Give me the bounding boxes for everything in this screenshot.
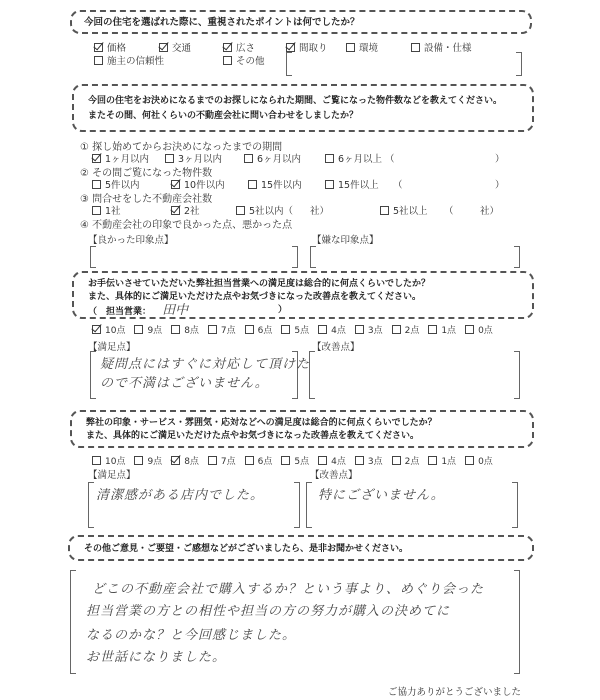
checkbox-icon xyxy=(94,56,103,65)
comment-line-2[interactable]: 担当営業の方との相性や担当の方の努力が購入の決めてに xyxy=(86,604,451,619)
checkbox-checked-icon xyxy=(159,43,168,52)
checkbox-icon xyxy=(428,325,437,334)
satisfied-bracket-left xyxy=(90,351,96,399)
option-environment[interactable] xyxy=(346,40,378,54)
option-1-company[interactable] xyxy=(92,203,121,217)
satisfied-line-2[interactable]: ので不満はございません。 xyxy=(100,376,269,391)
satisfied-label: 【満足点】 xyxy=(88,470,136,481)
checkbox-checked-icon xyxy=(92,325,101,334)
score-option[interactable] xyxy=(465,454,493,467)
score-label: 3点 xyxy=(367,457,383,467)
checkbox-icon xyxy=(325,154,334,163)
option-label: 1社 xyxy=(105,206,121,217)
option-6-months[interactable] xyxy=(244,151,301,165)
option-size[interactable] xyxy=(223,40,255,54)
score-label: 8点 xyxy=(184,326,199,336)
paren-open: （ xyxy=(444,206,454,217)
subq-impression-title: ④ 不動産会社の印象で良かった点、悪かった点 xyxy=(80,220,293,231)
score-label: 5点 xyxy=(294,326,310,336)
score-label: 6点 xyxy=(257,457,273,467)
checkbox-icon xyxy=(346,43,355,52)
staff-label: （ 担当営業： xyxy=(88,307,152,317)
comment-line-3[interactable]: なるのかな？と今回感じました。 xyxy=(86,628,297,643)
question-search-period-line2: またその間、何社くらいの不動産会社に問い合わせをしましたか？ xyxy=(88,111,359,121)
option-over-5-companies[interactable] xyxy=(380,203,428,217)
score-option[interactable] xyxy=(281,454,309,467)
checkbox-icon xyxy=(465,456,474,465)
subq-period-title: ① 探し始めてからお決めになったまでの期間 xyxy=(80,142,283,153)
question-box-priority xyxy=(70,10,532,34)
satisfied-line-1[interactable]: 疑問点にはすぐに対応して頂けた xyxy=(100,357,311,372)
score-label: 4点 xyxy=(331,326,346,336)
option-label: 10件以内 xyxy=(184,180,225,191)
option-5-properties[interactable] xyxy=(92,177,140,191)
option-other[interactable] xyxy=(223,53,265,67)
option-label: 6ヶ月以上 xyxy=(338,154,383,165)
score-option[interactable] xyxy=(281,323,309,336)
comments-bracket-left xyxy=(70,570,76,674)
staff-name[interactable]: 田中 xyxy=(162,303,189,318)
checkbox-checked-icon xyxy=(94,43,103,52)
staff-close: ） xyxy=(278,305,288,315)
checkbox-icon xyxy=(134,456,143,465)
score-option[interactable] xyxy=(208,323,236,336)
option-layout[interactable] xyxy=(286,40,328,54)
score-option[interactable] xyxy=(92,323,125,336)
score-row-company xyxy=(92,454,493,467)
checkbox-icon xyxy=(465,325,474,334)
option-label: 5件以内 xyxy=(105,180,140,191)
option-label: 1ヶ月以内 xyxy=(105,154,150,165)
score-label: 8点 xyxy=(184,457,199,467)
option-label: 3ヶ月以内 xyxy=(178,154,223,165)
other-input[interactable] xyxy=(294,54,514,74)
bad-impression-label: 【嫌な印象点】 xyxy=(312,235,379,246)
score-option[interactable] xyxy=(134,323,162,336)
score-option[interactable] xyxy=(245,454,273,467)
score-label: 0点 xyxy=(478,457,493,467)
good-impression-bracket-left xyxy=(90,246,96,268)
checkbox-icon xyxy=(165,154,174,163)
question-box-search-period xyxy=(72,84,534,132)
question-other-comments: その他ご意見・ご要望・ご感想などがございましたら、是非お聞かせください。 xyxy=(84,544,409,554)
score-option[interactable] xyxy=(134,454,162,467)
score-option[interactable] xyxy=(245,323,273,336)
option-label: 6ヶ月以内 xyxy=(257,154,302,165)
checkbox-checked-icon xyxy=(223,43,232,52)
option-label: 5社以上 xyxy=(393,206,428,217)
checkbox-icon xyxy=(208,325,217,334)
checkbox-icon xyxy=(355,456,364,465)
score-option[interactable] xyxy=(465,323,493,336)
score-label: 0点 xyxy=(478,326,493,336)
bad-impression-input[interactable] xyxy=(318,248,510,266)
other-input-bracket-right xyxy=(516,52,522,76)
checkbox-icon xyxy=(223,56,232,65)
score-label: 3点 xyxy=(367,326,383,336)
option-builder-trust[interactable] xyxy=(94,53,164,67)
satisfied-label: 【満足点】 xyxy=(88,342,136,353)
checkbox-icon xyxy=(92,180,101,189)
checkbox-icon xyxy=(208,456,217,465)
score-option[interactable] xyxy=(392,454,420,467)
checkbox-icon xyxy=(236,206,245,215)
question-priority-text: 今回の住宅を選ばれた際に、重視されたポイントは何でしたか？ xyxy=(84,17,360,28)
checkbox-icon xyxy=(92,206,101,215)
score-label: 7点 xyxy=(220,326,236,336)
option-1-month[interactable] xyxy=(92,151,149,165)
good-impression-input[interactable] xyxy=(98,248,288,266)
score-label: 2点 xyxy=(404,326,420,336)
subq-properties-title: ② その間ご覧になった物件数 xyxy=(80,168,213,179)
score-label: 1点 xyxy=(441,457,457,467)
unit-companies: 社） xyxy=(310,206,330,217)
option-label: 設備・仕様 xyxy=(424,43,472,54)
satisfied-bracket-left xyxy=(88,482,94,528)
option-label: 環境 xyxy=(359,43,379,54)
comment-line-1[interactable]: どこの不動産会社で購入するか？という事より、めぐり会った xyxy=(92,582,485,597)
checkbox-checked-icon xyxy=(171,180,180,189)
question-box-other-comments xyxy=(68,535,534,561)
good-impression-bracket-right xyxy=(292,246,298,268)
checkbox-icon xyxy=(318,456,327,465)
score-label: 7点 xyxy=(220,457,236,467)
checkbox-icon xyxy=(428,456,437,465)
checkbox-icon xyxy=(171,325,180,334)
score-option[interactable] xyxy=(318,323,346,336)
checkbox-icon xyxy=(392,325,401,334)
improve-bracket-left xyxy=(306,482,312,528)
checkbox-checked-icon xyxy=(286,43,295,52)
improve-bracket-right xyxy=(512,482,518,528)
good-impression-label: 【良かった印象点】 xyxy=(88,235,174,246)
subq-companies-title: ③ 問合せをした不動産会社数 xyxy=(80,194,213,205)
question-search-period-line1: 今回の住宅をお決めになるまでのお探しになられた期間、ご覧になった物件数などを教えてください。 xyxy=(88,96,503,106)
score-option[interactable] xyxy=(208,454,236,467)
score-label: 6点 xyxy=(257,326,273,336)
option-2-companies[interactable] xyxy=(171,203,200,217)
score-label: 4点 xyxy=(331,457,346,467)
paren-open: （ xyxy=(385,154,395,165)
score-label: 5点 xyxy=(294,457,310,467)
score-row-staff xyxy=(92,323,493,336)
option-over-15-properties[interactable] xyxy=(325,177,379,191)
option-3-months[interactable] xyxy=(165,151,222,165)
checkbox-checked-icon xyxy=(171,456,180,465)
improve-input[interactable] xyxy=(318,354,508,396)
option-label: 交通 xyxy=(172,43,192,54)
option-label: 15件以上 xyxy=(338,180,379,191)
checkbox-icon xyxy=(325,180,334,189)
option-label: 施主の信頼性 xyxy=(107,56,165,67)
option-15-properties[interactable] xyxy=(248,177,302,191)
paren-close: ） xyxy=(495,180,505,191)
checkbox-icon xyxy=(392,456,401,465)
checkbox-icon xyxy=(134,325,143,334)
option-within-5-companies[interactable] xyxy=(236,203,293,217)
score-label: 10点 xyxy=(105,457,126,467)
comment-line-4[interactable]: お世話になりました。 xyxy=(86,650,227,665)
option-label: 15件以内 xyxy=(261,180,302,191)
score-option[interactable] xyxy=(92,454,125,467)
score-label: 1点 xyxy=(441,326,457,336)
improve-label: 【改善点】 xyxy=(310,470,358,481)
paren-open: （ xyxy=(393,180,403,191)
checkbox-icon xyxy=(92,456,101,465)
score-option[interactable] xyxy=(428,323,456,336)
improve-bracket-right xyxy=(514,351,520,399)
score-option[interactable] xyxy=(355,454,383,467)
option-transport[interactable] xyxy=(159,40,191,54)
question-box-company-satisfaction xyxy=(70,410,534,448)
score-option[interactable] xyxy=(171,454,199,467)
score-option[interactable] xyxy=(171,323,199,336)
other-input-bracket-left xyxy=(286,52,292,76)
score-label: 9点 xyxy=(147,326,163,336)
staff-name-row xyxy=(88,304,518,319)
question-staff-line1: お手伝いさせていただいた弊社担当営業への満足度は総合的に何点くらいでしたか？ xyxy=(88,279,431,289)
unit-companies: 社） xyxy=(480,206,500,217)
option-price[interactable] xyxy=(94,40,126,54)
score-option[interactable] xyxy=(428,454,456,467)
question-box-staff-satisfaction xyxy=(72,271,534,319)
checkbox-checked-icon xyxy=(92,154,101,163)
checkbox-icon xyxy=(281,456,290,465)
score-label: 10点 xyxy=(105,326,126,336)
option-equipment[interactable] xyxy=(411,40,472,54)
checkbox-icon xyxy=(281,325,290,334)
option-label: 広さ xyxy=(236,43,256,54)
checkbox-icon xyxy=(248,180,257,189)
option-label: 5社以内（ xyxy=(249,206,294,217)
question-company-line2: また、具体的にご満足いただけた点やお気づきになった改善点を教えてください。 xyxy=(86,431,420,441)
company-improve-text[interactable]: 特にございません。 xyxy=(318,488,445,503)
checkbox-icon xyxy=(244,154,253,163)
checkbox-checked-icon xyxy=(171,206,180,215)
checkbox-icon xyxy=(380,206,389,215)
improve-bracket-left xyxy=(309,351,315,399)
checkbox-icon xyxy=(411,43,420,52)
score-label: 9点 xyxy=(147,457,163,467)
option-label: 間取り xyxy=(299,43,328,54)
bad-impression-bracket-left xyxy=(310,246,316,268)
score-label: 2点 xyxy=(404,457,420,467)
question-staff-line2: また、具体的にご満足いただけた点やお気づきになった改善点を教えてください。 xyxy=(88,292,422,302)
option-label: その他 xyxy=(236,56,265,67)
score-option[interactable] xyxy=(392,323,420,336)
improve-label: 【改善点】 xyxy=(312,342,360,353)
checkbox-icon xyxy=(245,456,254,465)
company-satisfied-text[interactable]: 清潔感がある店内でした。 xyxy=(96,488,265,503)
score-option[interactable] xyxy=(318,454,346,467)
checkbox-icon xyxy=(355,325,364,334)
comments-bracket-right xyxy=(514,570,520,674)
checkbox-icon xyxy=(245,325,254,334)
bad-impression-bracket-right xyxy=(514,246,520,268)
score-option[interactable] xyxy=(355,323,383,336)
paren-close: ） xyxy=(495,154,505,165)
question-company-line1: 弊社の印象・サービス・雰囲気・応対などへの満足度は総合的に何点くらいでしたか？ xyxy=(86,418,437,428)
option-over-6-months[interactable] xyxy=(325,151,382,165)
option-label: 2社 xyxy=(184,206,200,217)
satisfied-bracket-right xyxy=(294,482,300,528)
checkbox-icon xyxy=(318,325,327,334)
option-10-properties[interactable] xyxy=(171,177,225,191)
option-label: 価格 xyxy=(107,43,127,54)
thanks-message: ご協力ありがとうございました xyxy=(388,687,522,698)
